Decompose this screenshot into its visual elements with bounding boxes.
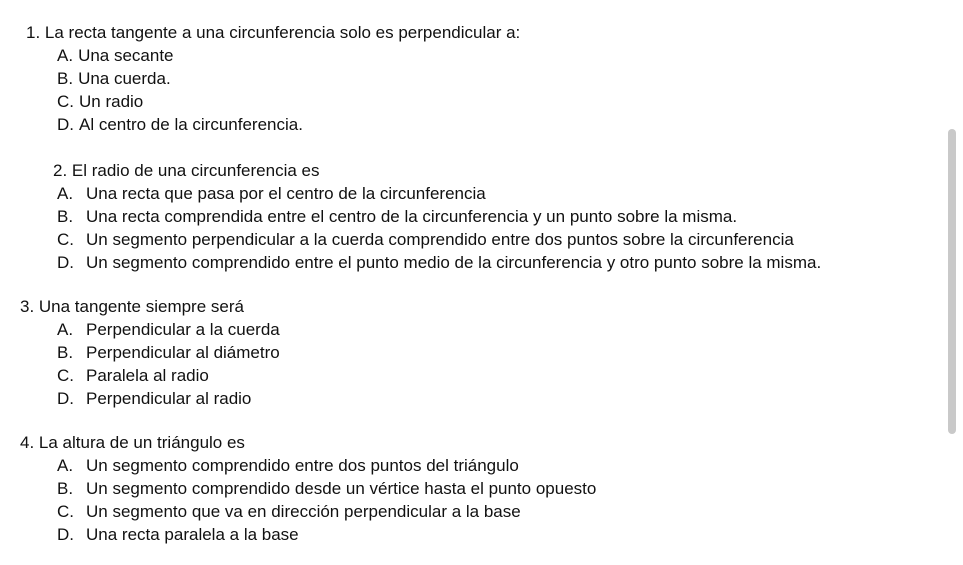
option-text: Un segmento comprendido entre el punto medio de la circunferencia y otro punto sobre la misma. xyxy=(86,253,822,272)
option-text: Al centro de la circunferencia. xyxy=(79,115,303,134)
option-letter: C. xyxy=(57,502,74,521)
option-d[interactable] xyxy=(57,113,520,136)
option-letter: D. xyxy=(57,525,74,544)
option-text: Un segmento perpendicular a la cuerda comprendido entre dos puntos sobre la circunferencia xyxy=(86,230,794,249)
option-letter: D. xyxy=(57,115,74,134)
option-c[interactable] xyxy=(57,500,596,523)
vertical-scrollbar-thumb[interactable] xyxy=(948,129,956,434)
option-text: Una recta comprendida entre el centro de la circunferencia y un punto sobre la misma. xyxy=(86,207,738,226)
option-a[interactable] xyxy=(57,318,280,341)
option-b[interactable] xyxy=(57,341,280,364)
option-b[interactable] xyxy=(57,67,520,90)
question-4 xyxy=(20,431,596,546)
option-list xyxy=(53,182,821,274)
option-a[interactable] xyxy=(57,454,596,477)
option-list xyxy=(20,318,280,410)
option-letter: C. xyxy=(57,230,74,249)
option-letter: A. xyxy=(57,456,74,475)
question-stem: 1. La recta tangente a una circunferencia solo es perpendicular a: xyxy=(26,23,521,42)
option-text: Perpendicular al radio xyxy=(86,389,252,408)
option-letter: B. xyxy=(57,69,74,88)
option-b[interactable] xyxy=(57,205,821,228)
question-stem: 3. Una tangente siempre será xyxy=(20,297,244,316)
option-c[interactable] xyxy=(57,90,520,113)
option-letter: B. xyxy=(57,207,74,226)
option-letter: A. xyxy=(57,320,74,339)
question-stem: 4. La altura de un triángulo es xyxy=(20,433,245,452)
option-text: Un radio xyxy=(79,92,144,111)
option-text: Perpendicular al diámetro xyxy=(86,343,280,362)
question-1 xyxy=(26,21,520,136)
option-a[interactable] xyxy=(57,44,520,67)
option-c[interactable] xyxy=(57,228,821,251)
option-text: Una secante xyxy=(78,46,174,65)
option-list xyxy=(26,44,520,136)
option-letter: B. xyxy=(57,343,74,362)
option-letter: C. xyxy=(57,366,74,385)
question-stem: 2. El radio de una circunferencia es xyxy=(53,161,320,180)
option-text: Un segmento comprendido desde un vértice hasta el punto opuesto xyxy=(86,479,597,498)
option-letter: A. xyxy=(57,184,74,203)
option-b[interactable] xyxy=(57,477,596,500)
option-d[interactable] xyxy=(57,387,280,410)
option-text: Perpendicular a la cuerda xyxy=(86,320,280,339)
option-letter: D. xyxy=(57,253,74,272)
question-2 xyxy=(53,159,821,274)
option-text: Un segmento que va en dirección perpendicular a la base xyxy=(86,502,521,521)
option-text: Paralela al radio xyxy=(86,366,209,385)
option-d[interactable] xyxy=(57,251,821,274)
option-text: Una cuerda. xyxy=(78,69,171,88)
option-text: Una recta que pasa por el centro de la circunferencia xyxy=(86,184,486,203)
option-list xyxy=(20,454,596,546)
question-3 xyxy=(20,295,280,410)
option-text: Una recta paralela a la base xyxy=(86,525,299,544)
option-text: Un segmento comprendido entre dos puntos del triángulo xyxy=(86,456,519,475)
option-letter: C. xyxy=(57,92,74,111)
option-letter: A. xyxy=(57,46,74,65)
option-letter: B. xyxy=(57,479,74,498)
option-c[interactable] xyxy=(57,364,280,387)
option-letter: D. xyxy=(57,389,74,408)
option-d[interactable] xyxy=(57,523,596,546)
option-a[interactable] xyxy=(57,182,821,205)
